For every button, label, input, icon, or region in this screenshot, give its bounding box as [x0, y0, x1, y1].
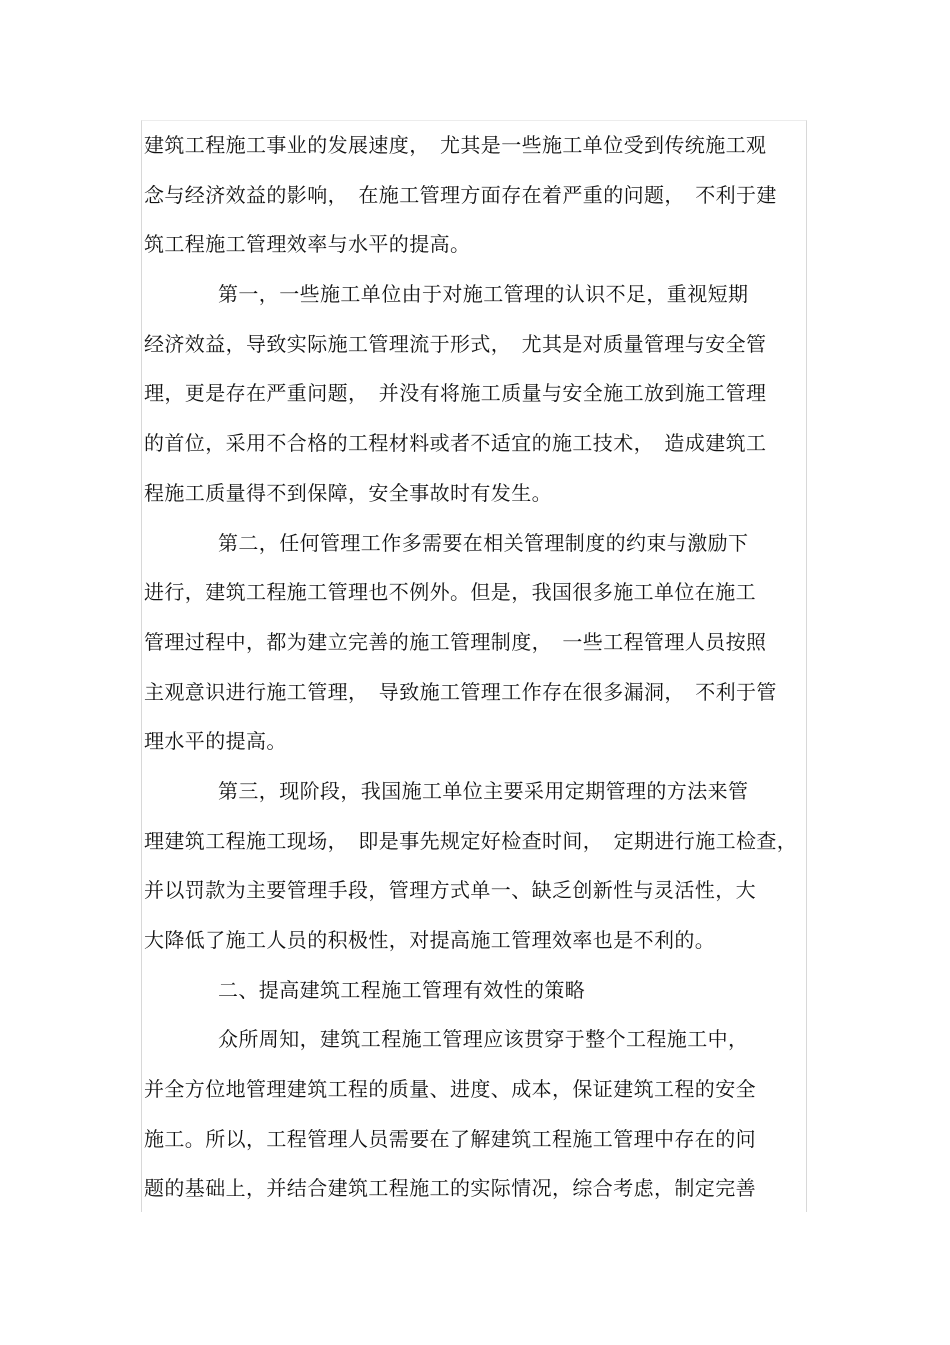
text-line: 建筑工程施工事业的发展速度， 尤其是一些施工单位受到传统施工观 — [144, 133, 767, 157]
text-line: 并以罚款为主要管理手段，管理方式单一、缺乏创新性与灵活性，大 — [144, 878, 756, 903]
text-line: 进行，建筑工程施工管理也不例外。但是，我国很多施工单位在施工 — [144, 580, 756, 605]
text-line: 的首位，采用不合格的工程材料或者不适宜的施工技术， 造成建筑工 — [144, 431, 767, 456]
text-line: 程施工质量得不到保障，安全事故时有发生。 — [144, 480, 552, 505]
text-line: 经济效益，导致实际施工管理流于形式， 尤其是对质量管理与安全管 — [144, 331, 767, 356]
text-line: 大降低了施工人员的积极性，对提高施工管理效率也是不利的。 — [144, 928, 716, 952]
text-line: 题的基础上，并结合建筑工程施工的实际情况，综合考虑，制定完善 — [144, 1176, 756, 1201]
text-line: 并全方位地管理建筑工程的质量、进度、成本，保证建筑工程的安全 — [144, 1077, 756, 1102]
text-line: 念与经济效益的影响， 在施工管理方面存在着严重的问题， 不利于建 — [144, 182, 777, 207]
text-line: 第三，现阶段，我国施工单位主要采用定期管理的方法来管 — [218, 778, 749, 803]
text-line: 理建筑工程施工现场， 即是事先规定好检查时间， 定期进行施工检查， — [144, 828, 798, 853]
document-body — [144, 121, 804, 1214]
text-line: 众所周知，建筑工程施工管理应该贯穿于整个工程施工中， — [218, 1027, 749, 1052]
section-heading: 二、提高建筑工程施工管理有效性的策略 — [218, 977, 586, 1002]
text-line: 理，更是存在严重问题， 并没有将施工质量与安全施工放到施工管理 — [144, 381, 767, 406]
text-line: 管理过程中，都为建立完善的施工管理制度， 一些工程管理人员按照 — [144, 629, 767, 654]
text-line: 第一，一些施工单位由于对施工管理的认识不足，重视短期 — [218, 282, 749, 307]
text-line: 第二，任何管理工作多需要在相关管理制度的约束与激励下 — [218, 530, 749, 555]
text-line: 主观意识进行施工管理， 导致施工管理工作存在很多漏洞， 不利于管 — [144, 679, 777, 704]
text-line: 施工。所以，工程管理人员需要在了解建筑工程施工管理中存在的问 — [144, 1126, 756, 1151]
text-line: 理水平的提高。 — [144, 729, 287, 754]
text-line: 筑工程施工管理效率与水平的提高。 — [144, 232, 471, 257]
